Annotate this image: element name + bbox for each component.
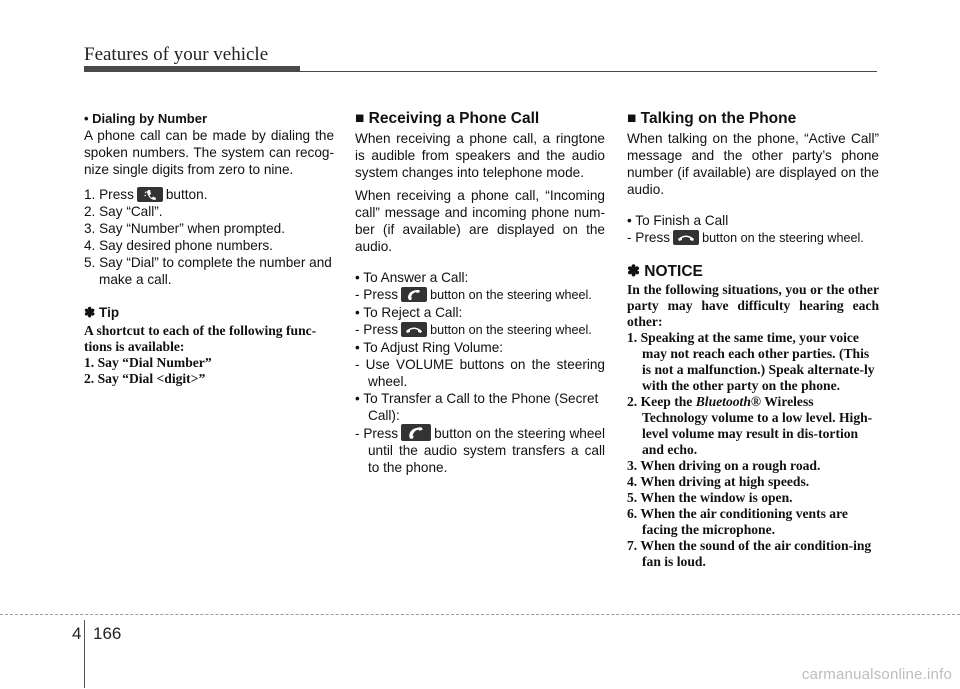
column-talking (627, 110, 879, 570)
answer-heading: • To Answer a Call: (355, 270, 469, 285)
reject-heading: • To Reject a Call: (355, 305, 463, 320)
tip-item-1: 1. Say “Dial Number” (84, 355, 212, 370)
notice-body (627, 282, 879, 570)
volume-heading: • To Adjust Ring Volume: (355, 340, 504, 355)
footer-rule (0, 614, 960, 615)
chapter-number: 4 (72, 624, 82, 643)
notice-item-7: 7. When the sound of the air condition-ing fan is loud. (627, 538, 872, 569)
step-1: 1. Press button. (84, 187, 208, 202)
notice-item-2: 2. Keep the Bluetooth® Wireless Technology volume to a low level. High-level volume may result in dis-tortion and echo. (627, 394, 873, 457)
transfer-heading: • To Transfer a Call to the Phone (Secret Call): (355, 391, 599, 423)
receiving-para-2: When receiving a phone call, “Incoming call” message and incoming phone num-ber (if available) are displayed on the audio. (355, 188, 605, 254)
phone-hangup-icon (401, 322, 427, 337)
notice-list (627, 330, 879, 570)
answer-instruction: - Press button on the steering wheel. (355, 287, 592, 302)
volume-instruction: - Use VOLUME buttons on the steering wheel. (355, 357, 605, 389)
notice-item-4: 4. When driving at high speeds. (627, 474, 810, 489)
header-rule (84, 71, 877, 72)
page-title: Features of your vehicle (84, 44, 269, 65)
page-number: 166 (93, 624, 122, 643)
column-receiving (355, 110, 605, 476)
step-4: 4. Say desired phone numbers. (84, 238, 273, 253)
notice-item-6: 6. When the air conditioning vents are facing the microphone. (627, 506, 848, 537)
bluetooth-brand: Bluetooth® (695, 394, 762, 409)
notice-item-5: 5. When the window is open. (627, 490, 793, 505)
tip-body: A shortcut to each of the following func-tions is available: 1. Say “Dial Number” 2. Say “Dial <digit>” (84, 323, 334, 387)
finish-instruction: - Press button on the steering wheel. (627, 230, 864, 245)
notice-item-1: 1. Speaking at the same time, your voice may not reach each other parties. (This is not a malfunction.) Speak alternate-ly with the other party on the phone. (627, 330, 875, 393)
finish-heading: • To Finish a Call (627, 213, 729, 228)
watermark: carmanualsonline.info (801, 666, 952, 683)
talking-heading: ■ Talking on the Phone (627, 110, 797, 127)
receiving-heading: ■ Receiving a Phone Call (355, 110, 540, 127)
phone-hangup-icon (673, 230, 699, 245)
dialing-body: A phone call can be made by dialing the spoken numbers. The system can recog-nize single digits from zero to nine. (84, 128, 334, 177)
receiving-para-1: When receiving a phone call, a ringtone is audible from speakers and the audio system changes into telephone mode. (355, 131, 605, 180)
column-dialing (84, 110, 334, 387)
page-number-divider (84, 620, 85, 688)
notice-heading: ✽ NOTICE (627, 263, 703, 280)
tip-heading: ✽ Tip (84, 305, 120, 320)
talk-button-icon (137, 187, 163, 202)
step-5: 5. Say “Dial” to complete the number and make a call. (84, 255, 332, 287)
phone-answer-icon (401, 287, 427, 302)
step-2: 2. Say “Call”. (84, 204, 163, 219)
tip-item-2: 2. Say “Dial <digit>” (84, 371, 206, 386)
talking-para-1: When talking on the phone, “Active Call” message and the other party’s phone number (if available) are displayed on the audio. (627, 131, 879, 197)
notice-item-3: 3. When driving on a rough road. (627, 458, 821, 473)
dialing-steps (84, 186, 334, 288)
dialing-heading: • Dialing by Number (84, 111, 208, 126)
step-3: 3. Say “Number” when prompted. (84, 221, 285, 236)
phone-answer-icon (401, 424, 431, 441)
transfer-instruction: - Press button on the steering wheel until the audio system transfers a call to the phone. (355, 426, 605, 475)
notice-intro: In the following situations, you or the other party may have difficulty hearing each other: (627, 282, 879, 329)
reject-instruction: - Press button on the steering wheel. (355, 322, 592, 337)
